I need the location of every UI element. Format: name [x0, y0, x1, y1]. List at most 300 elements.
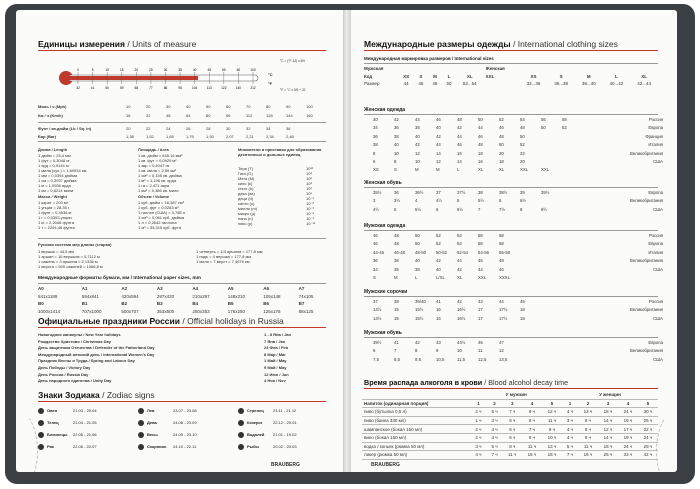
- fahrenheit-tick-label: 122: [221, 86, 227, 90]
- conversion-row-label: Миль / ч (Mph): [38, 104, 67, 109]
- women-size: 32...36: [526, 81, 541, 87]
- men-hours: 12 ч: [542, 408, 562, 417]
- women-hours: 8 ч: [578, 416, 598, 425]
- size-value: 46: [478, 340, 483, 345]
- holiday-name: Новогодние каникулы / New Year holidays: [38, 332, 121, 337]
- men-size: 52...54: [462, 81, 477, 87]
- size-value: S: [394, 167, 397, 173]
- celsius-tick-label: 30: [163, 68, 168, 72]
- celsius-tick-label: 20: [134, 68, 139, 72]
- prefix-power: 10⁶: [306, 176, 313, 181]
- women-hours: 4 ч: [562, 408, 578, 417]
- men-hours: 4 ч: [486, 433, 502, 442]
- size-value: 48: [520, 125, 525, 131]
- women-code: L: [615, 73, 618, 79]
- conversion-value: 160: [306, 113, 313, 118]
- size-value: 50: [520, 133, 525, 139]
- men-hours: 2 ч: [470, 433, 486, 442]
- size-value: 39½: [541, 190, 550, 195]
- spacer: [484, 80, 520, 88]
- size-value: 37½: [457, 190, 466, 195]
- women-hours: 17 ч: [618, 425, 638, 434]
- size-value: 18: [520, 307, 525, 313]
- country-label: Великобритания: [630, 307, 663, 313]
- zodiac-icon: [238, 420, 244, 426]
- men-hours: 7 ч: [503, 408, 522, 417]
- zodiac-icon: [38, 444, 44, 450]
- size-value: 5½: [478, 198, 484, 204]
- paper-cell: 176x250: [227, 309, 246, 315]
- conversion-value: 34: [266, 126, 271, 131]
- holiday-date: 12 Июн / Jun: [264, 371, 289, 377]
- size-value: 14: [457, 159, 462, 164]
- size-value: 36½: [415, 190, 424, 195]
- fahrenheit-tick-label: 95: [178, 86, 182, 90]
- women-hours: 24 ч: [618, 442, 638, 451]
- old-units-heading: Русская система мер длины (старая): [38, 242, 112, 247]
- size-value: 6: [373, 159, 376, 164]
- men-hours: 5 ч: [486, 442, 502, 451]
- area-line: 1 акр = 0,4047 га: [138, 163, 170, 168]
- size-value: 18: [478, 150, 483, 156]
- mens_shoes-heading: Мужская обувь: [364, 330, 402, 336]
- spacer: [575, 65, 603, 73]
- size-value: 42: [436, 258, 441, 264]
- length-line: 1 см = 0,3937 дюйма: [38, 178, 77, 183]
- fahrenheit-tick-label: 50: [105, 86, 109, 90]
- paper-cell: A7: [298, 286, 305, 292]
- zodiac-icon: [138, 420, 144, 426]
- size-value: 12: [415, 150, 420, 156]
- fahrenheit-tick-label: 68: [134, 86, 139, 90]
- zodiac-name: Весы: [147, 432, 158, 438]
- paper-cell: 841x1189: [38, 293, 58, 299]
- size-value: 46: [373, 233, 378, 238]
- women-size: 42...44: [637, 81, 651, 87]
- zodiac-dates: 21.01 - 19.02: [273, 432, 297, 438]
- size-value: 58: [562, 117, 567, 122]
- womens_clothing-heading: Женская одежда: [364, 107, 406, 113]
- size-value: 54: [520, 117, 525, 122]
- zodiac-sign: [138, 408, 197, 414]
- prefixes-heading: Множители и приставки для образования десятичных и дольных единиц: [238, 147, 322, 157]
- size-value: 8,5: [394, 356, 400, 362]
- prefix-name: пико (p): [238, 221, 253, 226]
- length-line: 1 дюйм = 25,4 мм: [38, 153, 71, 158]
- men-hours: 9 ч: [522, 408, 542, 417]
- zodiac-icon: [38, 408, 44, 414]
- size-value: 43: [478, 299, 483, 304]
- size-value: 48: [478, 142, 483, 148]
- conversion-value: 26: [186, 126, 191, 131]
- holiday-date: 23 Фев / Feb: [264, 345, 289, 351]
- prefix-power: 10⁻¹: [306, 196, 314, 201]
- size-value: 42: [457, 125, 462, 131]
- fahrenheit-tick-label: 140: [235, 86, 242, 90]
- size-value: M: [394, 275, 398, 280]
- size-value: 52: [436, 233, 441, 238]
- women-size: 36...38: [554, 81, 569, 87]
- paper-cell: 1000x1414: [38, 309, 61, 315]
- zodiac-name: Водолей: [247, 432, 265, 438]
- spacer: [414, 65, 428, 73]
- zodiac-dates: 22.06 - 22.07: [73, 444, 97, 450]
- zodiac-name: Телец: [47, 420, 59, 426]
- size-value: 38: [478, 190, 483, 195]
- old-unit-line: 1 миля = 7 верст = 7,4676 км: [196, 259, 250, 264]
- women-hours: 29 ч: [638, 442, 658, 451]
- size-value: XL: [457, 275, 463, 280]
- volume-line: 1 л = 0,2642 галлона: [138, 220, 177, 225]
- zodiac-name: Лев: [147, 408, 155, 414]
- conversion-value: 80: [266, 104, 271, 109]
- men-hours: 18 ч: [542, 451, 562, 460]
- prefix-name: дека (da): [238, 191, 255, 196]
- size-value: 38: [394, 299, 399, 304]
- left-page: Единицы измерения / Units of measure 0 32 5 41 10 50 15 59 20 68 25 77 30 86 35 95 40 104 45 113 50 122 60 140 100 212 °C °F °C = (°F-32) x 5/9 °F = °C x 9/5 + 32 Русская система мер длины (старая) Международные форматы бумаги, мм / International paper sizes, mm Официальные праздники России / Official holidays in Russia Знаки Зодиака / Zodiac signs BRAUBERG Миль / ч (Mph) 10 20 30 40 50 60 70 80 90 100 Км / ч (Km/h) 16 32 48 64 80 96 112 128 144 160 Фунт / кв.дюйм (Lb / Sq. in) 20 22 24 26 28 30 32 34 36 Бар (Bar) 1,38 1,52 1,65 1,79 1,93 2,07 2,21 2,34 2,48 Длина / Length 1 дюйм = 25,4 мм 1 фут = 0,3048 м 1 ярд = 0,9144 м 1 миля (сух.) = 1,60934 км 1 мм = 0,0394 дюйма 1 см = 0,3937 дюйма 1 м = 1,0936 ярда 1 км = 0,6214 мили Масса / Weight 1 карат = 200 мг 1 унция = 28,35 г 1 фунт = 0,4536 кг 1 г = 0,0353 унции 1 кг = 2,2046 фунта 1 т = 2204,46 фунта Площадь / Area 1 кв. дюйм = 645,16 мм² 1 кв. фут = 0,0929 м² 1 акр = 0,4047 га 1 кв. миля = 2,59 км² 1 см² = 0,155 кв. дюйма 1 м² = 1,196 кв. ярда 1 га = 2,471 акра 1 км² = 0,386 кв. мили Объем / Volume 1 куб. дюйм = 16,387 см³ 1 куб. фут = 0,0283 м³ 1 галлон (США) = 3,785 л 1 см³ = 0,061 куб. дюйма 1 л = 0,2642 галлона 1 м³ = 35,315 куб. фута Множители и приставки для образования десятичных и дольных единиц Тера (T) 10¹² Гига (G) 10⁹ Мега (M) 10⁶ кило (k) 10³ гекто (h) 10² дека (da) 10¹ деци (d) 10⁻¹ санти (c) 10⁻² милли (m) 10⁻³ микро (µ) 10⁻⁶ нано (n) 10⁻⁹ пико (p) 10⁻¹² 1 вершок = 44,5 мм 1 аршин = 16 вершков = 0,7112 м 1 сажень = 3 аршина = 2,1336 м 1 верста = 500 саженей = 1066,8 м 1 четверть = 1/4 аршина = 177,8 мм 1 пядь = 4 вершка = 177,8 мм 1 миля = 7 верст = 7,4676 км A0 A1 A2 A3 A4 A5 A6 A7 841x1189 594x841 420x594 297x420 210x297 148x210 105x148 74x105 B0 B1 B2 B3 B4 B5 B6 B7 1000x1414 707x1000 500x707 353x500 250x353 176x250 125x176 88x125 Новогодние каникулы / New Year holidays 1 - 8 Янв / Jan Рождество Христово / Christmas Day 7 Янв / Jan День защитника Отечества / Defender of the Fatherland Day 23 Фев / Feb Международный женский день / International Women's Day 8 Мар / Mar Праздник Весны и Труда / Spring and Labour Day 1 Май / May День Победы / Victory Day 9 Май / May День России / Russia Day 12 Июн / Jun День народного единства / Unity Day 4 Ноя / Nov Овен 21.03 - 20.04 Лев 23.07 - 23.08 Стрелец 23.11 - 21.12 Телец 21.04 - 21.05 Дева 24.08 - 23.09 Козерог 22.12 - 20.01 Близнецы 22.05 - 21.06 Весы 24.09 - 23.10 Водолей 21.01 - 19.02 Рак 22.06 - 22.07 Скорпион 24.10 - 22.11 Рыбы 20.02 - 20.03: [16, 10, 343, 472]
- celsius-tick-label: 5: [91, 68, 94, 72]
- divider: [364, 296, 658, 297]
- volume-line: 1 м³ = 35,315 куб. фута: [138, 225, 181, 230]
- men-hours: 1 ч: [470, 416, 486, 425]
- paper-cell: 500x707: [121, 309, 139, 315]
- brand-logo-right: BRAUBERG: [371, 462, 400, 468]
- length-heading: Длина / Length: [38, 147, 68, 152]
- size-value: 46: [499, 266, 504, 272]
- size-value: 47: [499, 340, 504, 345]
- portion-number: 2: [486, 399, 502, 408]
- size-value: 58: [499, 233, 504, 238]
- conversion-value: 100: [306, 104, 313, 109]
- size-value: 37: [436, 190, 441, 195]
- men-hours: 11 ч: [522, 442, 542, 451]
- prefix-power: 10⁻⁹: [306, 216, 315, 221]
- zodiac-sign: [38, 420, 97, 426]
- old-unit-line: 1 пядь = 4 вершка = 177,8 мм: [196, 254, 251, 259]
- size-value: 48: [394, 241, 399, 247]
- size-value: 6: [499, 198, 502, 204]
- size-value: 22: [520, 150, 525, 156]
- size-value: 38: [415, 125, 420, 131]
- women-hours: 5 ч: [562, 442, 578, 451]
- holiday-name: День России / Russia Day: [38, 371, 89, 377]
- conversion-value: 10: [126, 104, 131, 109]
- volume-line: 1 куб. дюйм = 16,387 см³: [138, 200, 184, 205]
- zodiac-name: Овен: [47, 408, 58, 414]
- women-hours: 24 ч: [638, 433, 658, 442]
- zodiac-dates: 20.02 - 20.03: [273, 444, 297, 450]
- women-hours: 14 ч: [598, 433, 618, 442]
- zodiac-icon: [138, 432, 144, 438]
- fahrenheit-tick-label: 41: [90, 86, 95, 90]
- size-value: 17: [478, 315, 483, 321]
- women-hours: 18 ч: [598, 442, 618, 451]
- men-hours: 2 ч: [470, 408, 486, 417]
- celsius-tick-label: 25: [149, 68, 153, 72]
- paper-cell: A5: [227, 286, 234, 292]
- women-hours: 14 ч: [598, 416, 618, 425]
- conversion-value: 1,65: [166, 134, 174, 139]
- paper-cell: B7: [298, 301, 305, 307]
- marking-heading: Международная маркировка размеров / International sizes: [364, 56, 494, 61]
- women-hours: 25 ч: [598, 451, 618, 460]
- size-value: 38½: [499, 190, 508, 195]
- zodiac-title: Знаки Зодиака / Zodiac signs: [38, 390, 155, 400]
- holiday-date: 7 Янв / Jan: [264, 338, 286, 344]
- women-code: XL: [641, 73, 647, 79]
- women-hours: 22 ч: [638, 425, 658, 434]
- country-label: США: [653, 159, 663, 164]
- country-label: Европа: [648, 340, 663, 345]
- zodiac-name: Стрелец: [247, 408, 264, 414]
- prefix-name: микро (µ): [238, 211, 256, 216]
- country-label: Россия: [648, 299, 663, 304]
- divider: [364, 230, 658, 231]
- mens_clothing-heading: Мужская одежда: [364, 223, 406, 229]
- conversion-value: 96: [226, 113, 231, 118]
- holiday-date: 1 Май / May: [264, 358, 287, 364]
- conversion-row-label: Бар (Bar): [38, 134, 56, 139]
- size-value: XXL: [541, 167, 550, 173]
- size-value: 20: [499, 150, 504, 156]
- size-value: 14½: [373, 307, 382, 313]
- portion-number: 5: [638, 399, 658, 408]
- country-label: Европа: [648, 190, 663, 195]
- paper-cell: A3: [156, 286, 163, 292]
- size-value: 15: [394, 307, 399, 313]
- size-value: 52: [436, 241, 441, 247]
- paper-sizes-table: [36, 285, 328, 315]
- size-value: 42: [457, 266, 462, 272]
- size-value: 14½: [373, 315, 382, 321]
- conversion-value: 50: [206, 104, 211, 109]
- divider: [38, 141, 326, 142]
- size-value: 54: [457, 233, 462, 238]
- area-line: 1 кв. фут = 0,0929 м²: [138, 158, 177, 163]
- conversion-value: 40: [186, 104, 191, 109]
- zodiac-dates: 23.11 - 21.12: [273, 408, 297, 414]
- size-value: 14: [436, 150, 441, 156]
- size-value: 45: [520, 299, 525, 304]
- drink-name: пиво (банка 330 мл): [362, 416, 470, 425]
- paper-cell: 148x210: [227, 293, 246, 299]
- size-value: 52: [520, 142, 525, 148]
- conversion-value: 90: [286, 104, 291, 109]
- zodiac-dates: 22.12 - 20.01: [273, 420, 297, 426]
- brand-logo: BRAUBERG: [271, 462, 300, 468]
- volume-line: 1 галлон (США) = 3,785 л: [138, 210, 186, 215]
- size-value: 41: [394, 340, 399, 345]
- conversion-value: 48: [166, 113, 171, 118]
- size-value: 10: [394, 150, 399, 156]
- size-value: 46: [478, 133, 483, 139]
- size-value: 54: [457, 241, 462, 247]
- volume-line: 1 куб. фут = 0,0283 м³: [138, 205, 179, 210]
- size-value: 6: [373, 348, 376, 354]
- area-line: 1 кв. дюйм = 645,16 мм²: [138, 153, 183, 158]
- prefix-name: нано (n): [238, 216, 253, 221]
- women-hours: 4 ч: [562, 425, 578, 434]
- size-value: 54-56: [478, 249, 489, 255]
- size-value: 8½: [541, 206, 547, 212]
- fahrenheit-tick-label: 77: [149, 86, 153, 90]
- paper-cell: B2: [121, 301, 128, 307]
- prefix-power: 10²: [306, 186, 312, 191]
- size-value: 38: [373, 142, 378, 148]
- conversion-value: 36: [286, 126, 291, 131]
- zodiac-name: Дева: [147, 420, 157, 426]
- country-label: Франция: [645, 133, 663, 139]
- paper-sizes-title: Международные форматы бумаги, мм / International paper sizes, mm: [38, 276, 201, 281]
- size-value: 56: [478, 233, 483, 238]
- size-value: 7: [394, 348, 397, 354]
- men-size: 50: [446, 81, 452, 87]
- men-hours: 8 ч: [522, 416, 542, 425]
- men-hours: 10 ч: [542, 433, 562, 442]
- size-value: 36: [373, 258, 378, 264]
- size-value: 39½: [373, 340, 382, 345]
- women-hours: 7 ч: [562, 451, 578, 460]
- women-hours: 12 ч: [598, 425, 618, 434]
- mass-line: 1 т = 2204,46 фунта: [38, 225, 75, 230]
- zodiac-sign: [38, 432, 97, 438]
- holiday-name: День народного единства / Unity Day: [38, 378, 112, 384]
- divider: [364, 337, 658, 338]
- size-value: XS: [373, 167, 379, 173]
- paper-cell: B1: [81, 301, 88, 307]
- length-line: 1 км = 0,6214 мили: [38, 188, 74, 193]
- men-code: S: [419, 73, 423, 79]
- size-value: 7,5: [373, 356, 379, 362]
- women-code: XS: [530, 73, 537, 79]
- size-value: XXL: [478, 275, 487, 280]
- mens_shirts-heading: Мужские сорочки: [364, 289, 408, 295]
- size-value: 44-46: [373, 249, 384, 255]
- size-value: 34: [373, 125, 378, 131]
- men-code: XS: [403, 73, 410, 79]
- portion-number: 3: [598, 399, 618, 408]
- size-value: 48-50: [415, 249, 426, 255]
- size-value: 42: [457, 299, 462, 304]
- size-value: 40: [436, 125, 441, 131]
- conversion-value: 2,21: [246, 134, 254, 139]
- zodiac-dates: 24.09 - 23.10: [173, 432, 197, 438]
- zodiac-sign: [138, 432, 197, 438]
- country-label: Россия: [648, 233, 663, 238]
- prefix-power: 10¹²: [306, 166, 314, 171]
- size-value: 17½: [499, 307, 508, 313]
- alcohol-title: Время распада алкоголя в крови / Blood alcohol decay time: [364, 378, 569, 387]
- fahrenheit-tick-label: 32: [76, 86, 80, 90]
- size-value: 42: [415, 142, 420, 148]
- size-value: 40: [436, 266, 441, 272]
- size-value: 15½: [415, 307, 424, 313]
- prefix-name: милли (m): [238, 206, 257, 211]
- size-value: 35½: [373, 190, 382, 195]
- conversion-value: 30: [166, 104, 171, 109]
- conversion-value: 1,52: [146, 134, 154, 139]
- drink-name: пиво (бутылка 0,5 л): [362, 408, 470, 417]
- prefix-name: кило (k): [238, 181, 253, 186]
- spacer: [398, 65, 414, 73]
- size-value: 50: [499, 142, 504, 148]
- celsius-tick-label: 60: [236, 68, 241, 72]
- drink-name: шампанское (бокал 150 мл): [362, 425, 470, 434]
- celsius-tick-label: 40: [192, 68, 197, 72]
- men-hours: 4 ч: [470, 451, 486, 460]
- size-value: 3½: [394, 198, 400, 204]
- celsius-tick-label: 35: [178, 68, 182, 72]
- men-hours: 3 ч: [486, 416, 502, 425]
- fahrenheit-tick-label: 113: [206, 86, 212, 90]
- fahrenheit-tick-label: 104: [192, 86, 198, 90]
- paper-cell: 297x420: [156, 293, 175, 299]
- area-line: 1 см² = 0,155 кв. дюйма: [138, 173, 182, 178]
- size-value: 6: [436, 206, 439, 212]
- size-value: 50: [415, 233, 420, 238]
- size-value: 35: [394, 266, 399, 272]
- portion-number: 1: [470, 399, 486, 408]
- conversion-row-label: Км / ч (Km/h): [38, 113, 63, 118]
- women-hours: 25 ч: [638, 416, 658, 425]
- paper-cell: 74x105: [298, 293, 314, 299]
- old-unit-line: 1 вершок = 44,5 мм: [38, 249, 75, 254]
- conversion-value: 2,07: [226, 134, 234, 139]
- prefix-power: 10⁻²: [306, 201, 314, 206]
- conversion-value: 2,48: [286, 134, 294, 139]
- marking-men-label: Мужская: [364, 66, 384, 72]
- size-value: 52: [499, 117, 504, 122]
- country-label: Италия: [648, 249, 663, 255]
- size-value: 15: [394, 315, 399, 321]
- size-value: 13,5: [499, 356, 508, 362]
- size-value: 9,5: [415, 356, 421, 362]
- size-value: 7: [478, 206, 481, 212]
- size-value: 36: [373, 133, 378, 139]
- old-unit-line: 1 сажень = 3 аршина = 2,1336 м: [38, 259, 98, 264]
- prefix-power: 10⁻¹²: [306, 221, 316, 226]
- women-hours: 42 ч: [638, 451, 658, 460]
- women-code: S: [559, 73, 563, 79]
- paper-cell: 105x148: [263, 293, 281, 299]
- marking-table: [362, 65, 658, 88]
- size-value: 17: [478, 307, 483, 313]
- size-value: 10: [415, 159, 420, 164]
- size-value: XL: [499, 167, 505, 173]
- conversion-value: 64: [186, 113, 191, 118]
- prefix-name: гекто (h): [238, 186, 254, 191]
- size-value: 12: [499, 348, 504, 354]
- womens_shoes-heading: Женская обувь: [364, 180, 402, 186]
- size-value: 16: [457, 150, 462, 156]
- size-value: 11: [478, 348, 483, 354]
- celsius-tick-label: 15: [119, 68, 124, 72]
- size-value: 52: [562, 125, 567, 131]
- zodiac-sign: [238, 420, 297, 426]
- holiday-date: 8 Мар / Mar: [264, 351, 286, 357]
- length-line: 1 фут = 0,3048 м: [38, 158, 70, 163]
- fahrenheit-tick-label: 212: [250, 86, 256, 90]
- units-title: Единицы измерения / Units of measure: [38, 39, 197, 49]
- size-value: 37: [373, 299, 378, 304]
- men-hours: 7 ч: [486, 451, 502, 460]
- size-value: 36: [394, 190, 399, 195]
- size-value: S: [373, 275, 376, 280]
- paper-cell: 707x1000: [81, 309, 102, 315]
- holiday-name: Праздник Весны и Труда / Spring and Labour Day: [38, 358, 135, 364]
- size-value: L: [415, 275, 418, 280]
- size-value: 44: [499, 299, 504, 304]
